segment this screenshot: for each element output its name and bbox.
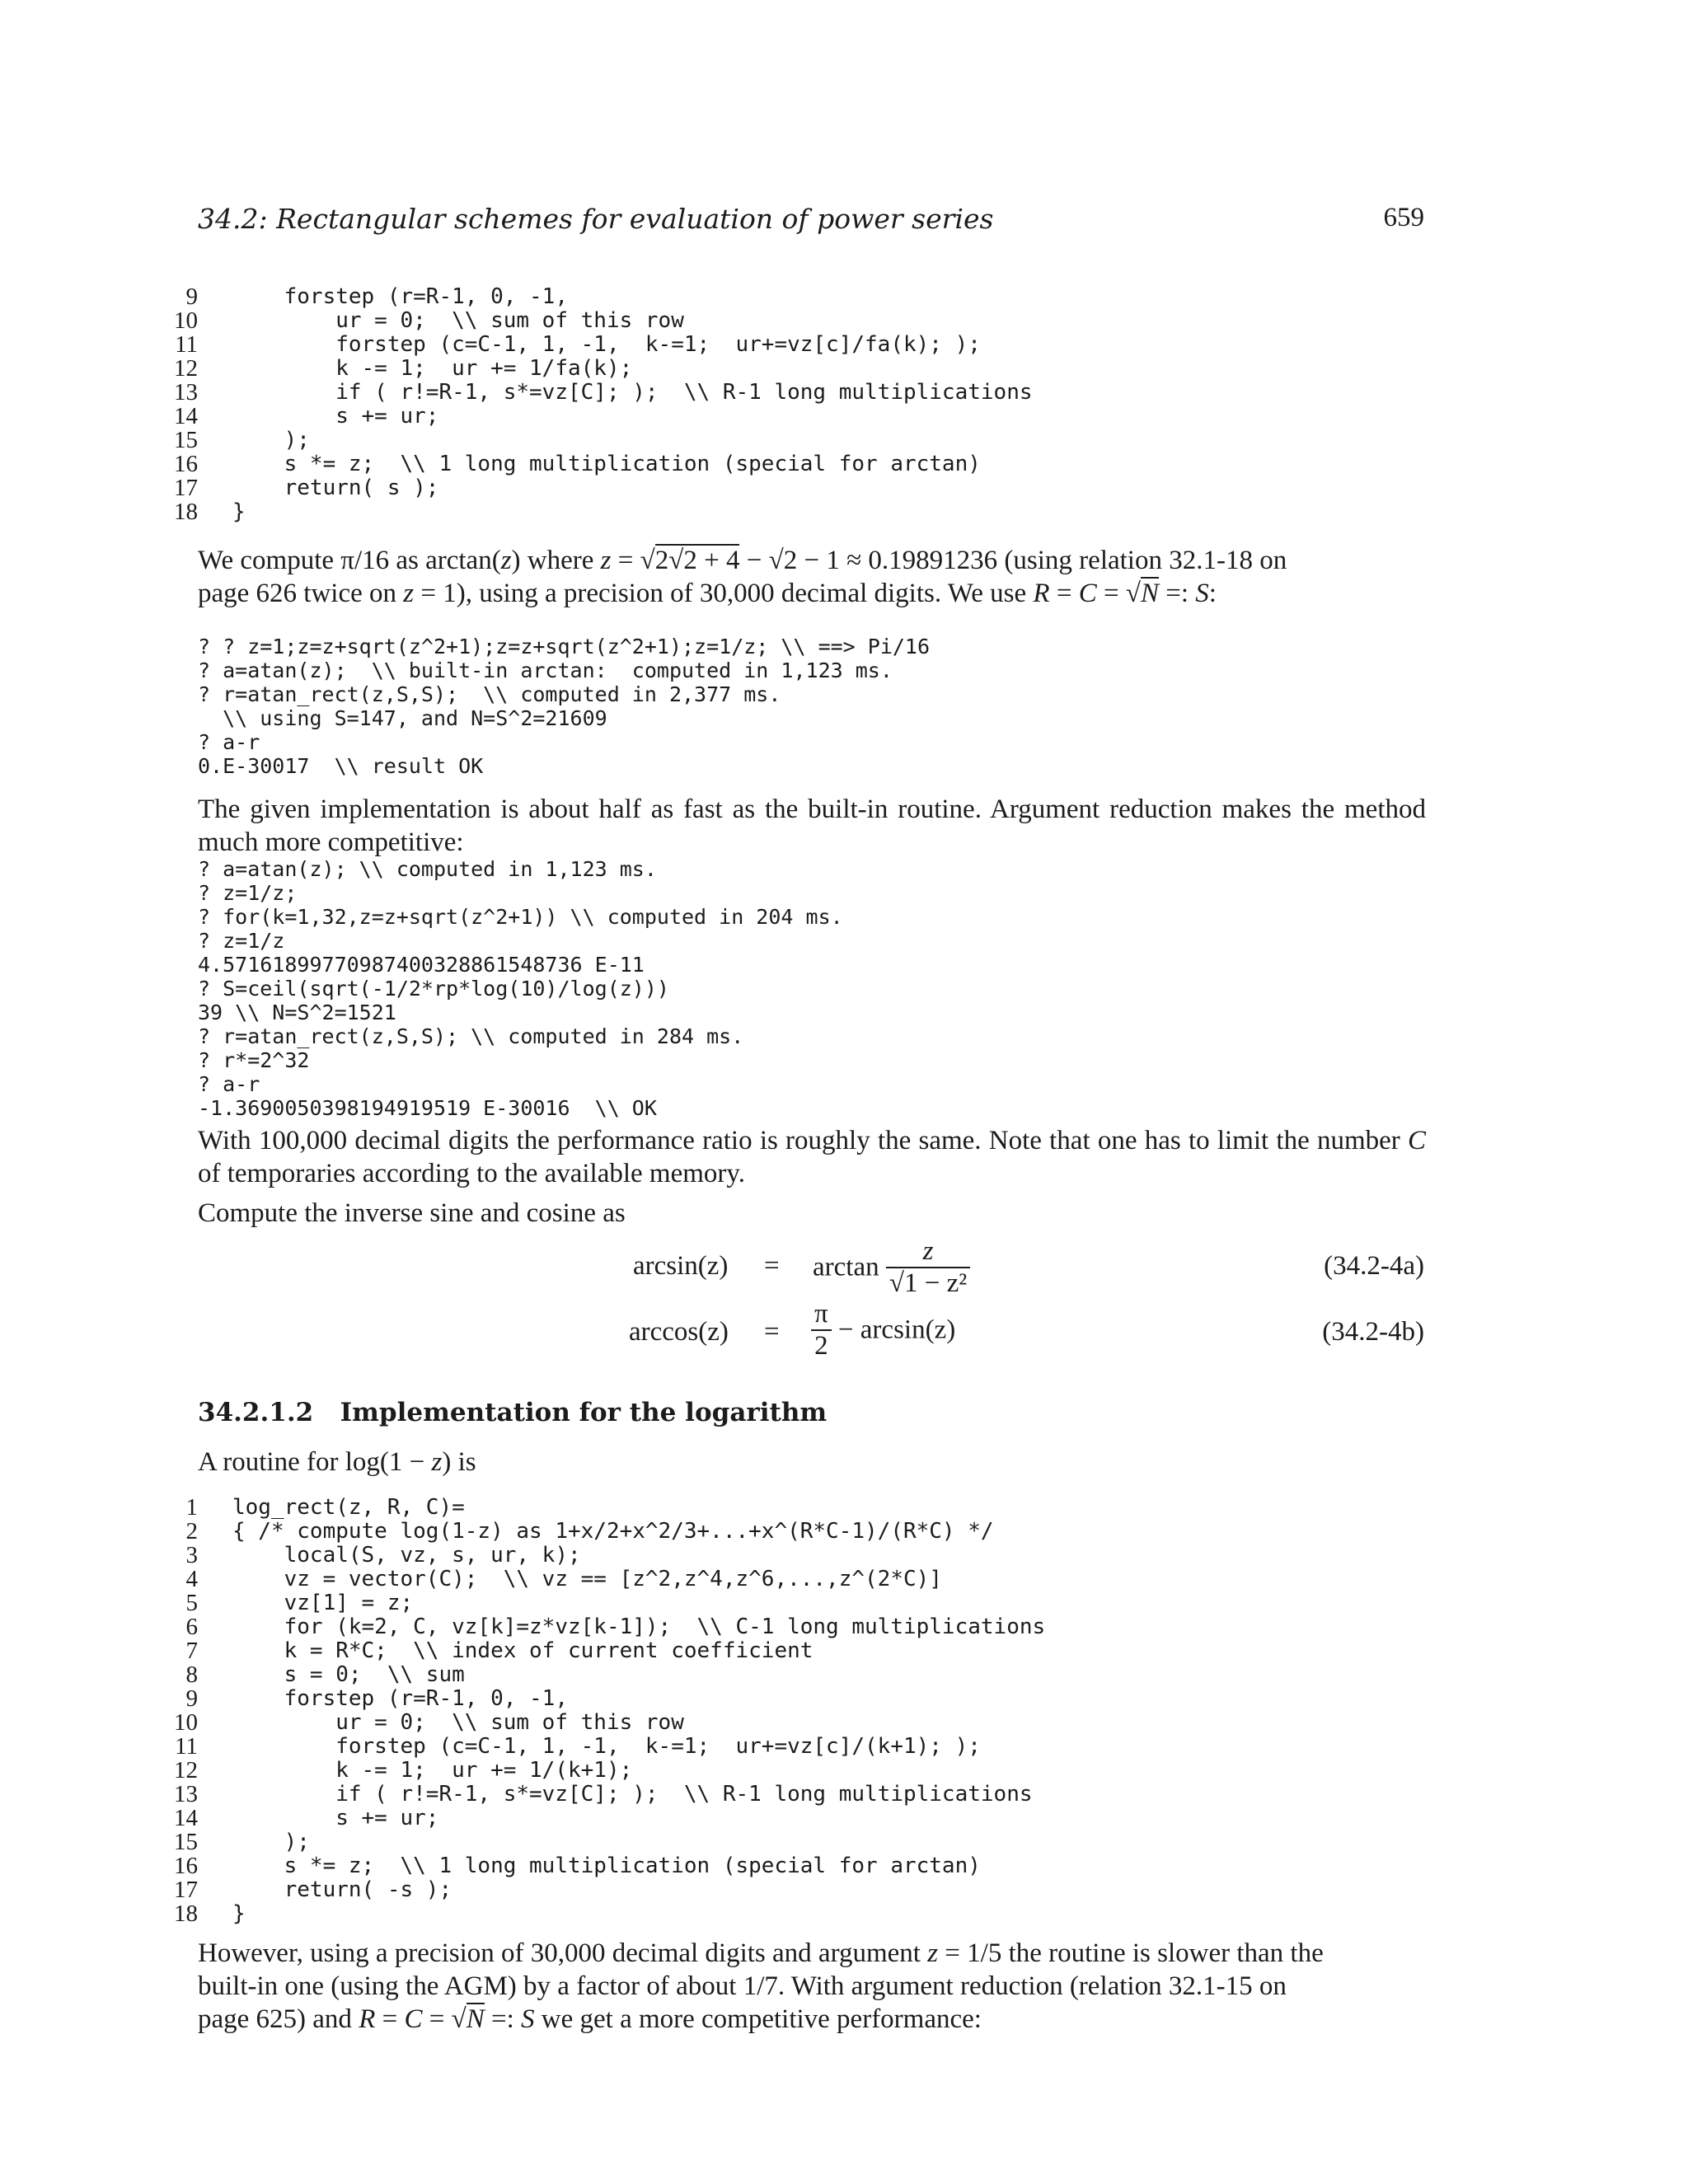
code-text: ); [232,428,310,452]
line-number: 3 [185,1542,198,1568]
code-text: s *= z; \\ 1 long multiplication (special for arctan) [232,452,981,476]
code-line [0,405,1484,429]
session-line: 4.5716189977098740032886154873​6 E-11 [198,953,645,977]
code-text: ur = 0; \\ sum of this row [232,308,684,333]
paragraph-performance-ratio: With 100,000 decimal digits the performance ratio is roughly the same. Note that one has to limit the number C of temporaries according to the available memory. [198,1126,1426,1188]
line-number: 14 [174,1805,198,1831]
code-line [0,1711,1484,1735]
line-number: 16 [174,451,198,477]
equation-relation: = [764,1251,780,1281]
code-line [0,1591,1484,1615]
sqrt-radicand: 2√2 + 4 [654,546,740,575]
code-text: ur = 0; \\ sum of this row [232,1710,684,1735]
line-number: 9 [185,284,198,310]
line-number: 15 [174,1829,198,1855]
session-line: \\ using S=147, and N=S^2=21609 [198,706,607,730]
code-text: } [232,1901,246,1926]
paragraph-half-as-fast: The given implementation is about half as fast as the built-in routine. Argument reduction makes the method much more competitive: [198,794,1426,857]
line-number: 10 [174,307,198,334]
line-number: 16 [174,1853,198,1879]
session-line: ? a=atan(z); \\ built-in arctan: computed in 1,123 ms. [198,658,893,682]
paragraph-compute-pi: We compute π/16 as arctan(z) where z = √2√2 + 4 − √2 − 1 ≈ 0.19891236 (using relation 32.1-18 on page 626 twice on z = 1), using a precision of 30,000 decimal digits. We use R = C = √N =: S: [198,546,1287,608]
equation-label: (34.2-4a) [1324,1251,1424,1281]
line-number: 13 [174,379,198,405]
gp-session-argument-reduction [198,857,843,1120]
code-text: forstep (r=R-1, 0, -1, [232,284,568,309]
session-line: ? a-r [198,730,260,754]
line-number: 8 [185,1661,198,1688]
sqrt-radical: √ [640,546,655,575]
code-line [0,1520,1484,1544]
code-text: vz = vector(C); \\ vz == [z^2,z^4,z^6,...,z^(2*C)] [232,1567,942,1591]
line-number: 14 [174,403,198,429]
section-heading: 34.2.1.2 Implementation for the logarithm [198,1398,828,1427]
session-line: -1.3690050398194919519 E-30016 \\ OK [198,1096,657,1120]
line-number: 17 [174,1877,198,1903]
code-text: for (k=2, C, vz[k]=z*vz[k-1]); \\ C-1 long multiplications [232,1615,1046,1639]
code-text: local(S, vz, s, ur, k); [232,1543,581,1568]
line-number: 13 [174,1781,198,1807]
equation-label: (34.2-4b) [1322,1317,1424,1347]
code-line [0,1783,1484,1807]
code-line [0,1568,1484,1591]
code-line [0,452,1484,476]
code-line [0,1544,1484,1568]
code-text: return( s ); [232,476,439,500]
equation-rhs: $\frac{\pi}{2}$ − arcsin(z) [811,1299,955,1361]
code-text: return( -s ); [232,1877,452,1902]
code-text: forstep (r=R-1, 0, -1, [232,1686,568,1711]
code-line [0,1759,1484,1783]
code-text: } [232,499,246,524]
session-line: ? r=atan_rect(z,S,S); \\ computed in 284 ms. [198,1024,744,1048]
code-line [0,381,1484,405]
code-line [0,1878,1484,1902]
line-number: 11 [175,1733,198,1760]
session-line: ? r=atan_rect(z,S,S); \\ computed in 2,377 ms. [198,682,781,706]
code-text: s += ur; [232,404,439,429]
session-line: ? a=atan(z); \\ computed in 1,123 ms. [198,857,657,881]
code-line [0,1902,1484,1926]
code-text: forstep (c=C-1, 1, -1, k-=1; ur+=vz[c]/(k+1); ); [232,1734,981,1759]
code-text: k = R*C; \\ index of current coefficient [232,1638,814,1663]
line-number: 6 [185,1614,198,1640]
line-number: 18 [174,499,198,525]
session-line: 0.E-30017 \\ result OK [198,754,484,778]
code-text: vz[1] = z; [232,1591,414,1615]
code-line [0,1735,1484,1759]
code-text: ); [232,1830,310,1854]
code-text: k -= 1; ur += 1/fa(k); [232,356,633,381]
page-number: 659 [1383,203,1424,232]
code-text: forstep (c=C-1, 1, -1, k-=1; ur+=vz[c]/fa(k); ); [232,332,981,357]
code-text: if ( r!=R-1, s*=vz[C]; ); \\ R-1 long multiplications [232,380,1033,405]
code-listing-log-rect [0,1496,1484,1926]
session-line: ? a-r [198,1072,260,1096]
paragraph-log-routine: A routine for log(1 − z) is [198,1447,476,1477]
code-line [0,500,1484,524]
code-line [0,1854,1484,1878]
code-text: s = 0; \\ sum [232,1662,465,1687]
code-line [0,285,1484,309]
equation-relation: = [764,1317,780,1347]
code-line [0,1663,1484,1687]
page-header-title: 34.2: Rectangular schemes for evaluation of power series [198,203,994,235]
line-number: 2 [185,1518,198,1544]
code-line [0,1639,1484,1663]
code-line [0,1496,1484,1520]
equation-rhs: arctan $\frac{z}{\text{√1 − z²}}$ [813,1236,970,1299]
code-line [0,429,1484,452]
equation-lhs: arcsin(z) [633,1251,729,1281]
session-line: ? ? z=1;z=z+sqrt(z^2+1);z=z+sqrt(z^2+1);z=1/z; \\ ==> Pi/16 [198,635,931,658]
session-line: ? r*=2^32 [198,1048,310,1072]
code-line [0,1830,1484,1854]
session-line: ? z=1/z; [198,881,298,905]
line-number: 17 [174,475,198,501]
paragraph-log-performance: However, using a precision of 30,000 decimal digits and argument z = 1/5 the routine is slower than the built-in one (using the AGM) by a factor of about 1/7. With argument reduction (relation 32.1-15 on page 625) and R = C = √N =: S we get a more competitive performance: [198,1938,1324,2034]
paragraph-inverse-sine-cosine: Compute the inverse sine and cosine as [198,1198,626,1228]
code-listing-arctan-end [0,285,1484,524]
code-text: if ( r!=R-1, s*=vz[C]; ); \\ R-1 long multiplications [232,1782,1033,1807]
gp-session-arctan [198,635,930,778]
fraction: $\frac{\pi}{2}$ [811,1299,832,1361]
line-number: 10 [174,1709,198,1736]
session-line: ? for(k=1,32,z=z+sqrt(z^2+1)) \\ computed in 204 ms. [198,905,843,929]
line-number: 15 [174,427,198,453]
code-line [0,1807,1484,1830]
line-number: 12 [174,355,198,382]
line-number: 4 [185,1566,198,1592]
line-number: 1 [185,1494,198,1521]
code-line [0,1687,1484,1711]
code-text: { /* compute log(1-z) as 1+x/2+x^2/3+...+x^(R*C-1)/(R*C) */ [232,1519,994,1544]
code-text: k -= 1; ur += 1/(k+1); [232,1758,633,1783]
code-text: s += ur; [232,1806,439,1830]
code-line [0,309,1484,333]
line-number: 5 [185,1590,198,1616]
line-number: 11 [175,331,198,358]
code-line [0,333,1484,357]
code-line [0,357,1484,381]
equation-lhs: arccos(z) [629,1317,729,1347]
line-number: 7 [185,1638,198,1664]
fraction: $\frac{z}{\text{√1 − z²}}$ [886,1236,970,1299]
session-line: ? S=ceil(sqrt(-1/2*rp*log(10)/log(z))) [198,977,669,1001]
line-number: 9 [185,1685,198,1712]
code-text: log_rect(z, R, C)= [232,1495,465,1520]
code-line [0,1615,1484,1639]
code-text: s *= z; \\ 1 long multiplication (special for arctan) [232,1854,981,1878]
code-line [0,476,1484,500]
line-number: 18 [174,1900,198,1927]
line-number: 12 [174,1757,198,1783]
session-line: 39 \\ N=S^2=1521 [198,1001,396,1024]
session-line: ? z=1/z [198,929,285,953]
